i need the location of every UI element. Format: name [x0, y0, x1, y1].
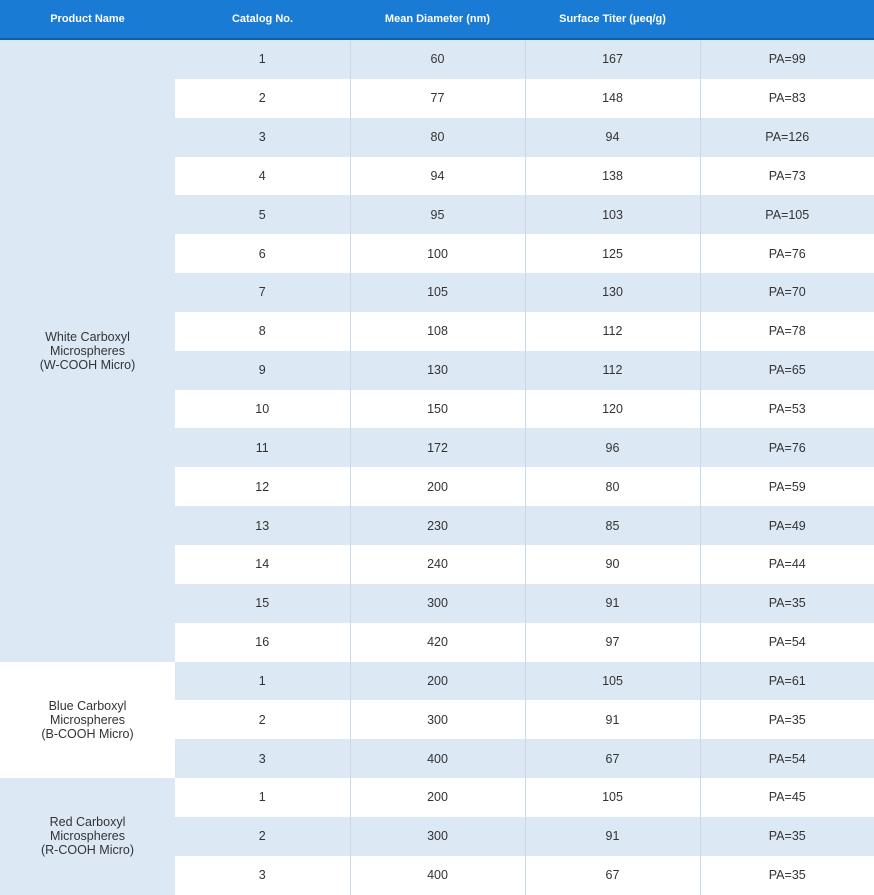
catalog-no-cell: 1 — [175, 662, 350, 701]
mean-diameter-cell: 420 — [350, 623, 525, 662]
surface-titer-cell: 148 — [525, 79, 700, 118]
catalog-no-cell: 3 — [175, 118, 350, 157]
catalog-no-cell: 16 — [175, 623, 350, 662]
surface-titer-cell: 91 — [525, 584, 700, 623]
catalog-no-cell: 2 — [175, 817, 350, 856]
surface-titer-cell: 67 — [525, 856, 700, 895]
table-row — [0, 39, 874, 79]
mean-diameter-cell: 400 — [350, 856, 525, 895]
mean-diameter-cell: 95 — [350, 195, 525, 234]
catalog-no-cell: 7 — [175, 273, 350, 312]
pa-value-cell: PA=35 — [700, 584, 874, 623]
header-row — [0, 0, 874, 39]
pa-value-cell: PA=45 — [700, 778, 874, 817]
mean-diameter-cell: 94 — [350, 157, 525, 196]
mean-diameter-cell: 300 — [350, 584, 525, 623]
product-name-line: Microspheres — [49, 343, 126, 358]
surface-titer-cell: 97 — [525, 623, 700, 662]
table-body — [0, 39, 874, 895]
pa-value-cell: PA=70 — [700, 273, 874, 312]
catalog-no-cell: 6 — [175, 234, 350, 273]
catalog-no-cell: 1 — [175, 778, 350, 817]
catalog-no-cell: 10 — [175, 390, 350, 429]
pa-value-cell: PA=35 — [700, 700, 874, 739]
pa-value-cell: PA=54 — [700, 623, 874, 662]
mean-diameter-cell: 230 — [350, 506, 525, 545]
catalog-no-cell: 14 — [175, 545, 350, 584]
catalog-no-cell: 5 — [175, 195, 350, 234]
mean-diameter-cell: 80 — [350, 118, 525, 157]
catalog-no-cell: 8 — [175, 312, 350, 351]
product-name-cell — [0, 39, 175, 662]
mean-diameter-cell: 200 — [350, 778, 525, 817]
product-name-line: (B-COOH Micro) — [41, 726, 134, 741]
mean-diameter-cell: 240 — [350, 545, 525, 584]
catalog-no-cell: 11 — [175, 428, 350, 467]
pa-value-cell: PA=99 — [700, 39, 874, 79]
product-name-line: (W-COOH Micro) — [39, 357, 136, 372]
catalog-no-cell: 9 — [175, 351, 350, 390]
catalog-no-cell: 2 — [175, 79, 350, 118]
mean-diameter-cell: 100 — [350, 234, 525, 273]
surface-titer-cell: 90 — [525, 545, 700, 584]
surface-titer-cell: 94 — [525, 118, 700, 157]
header-mean-diameter: Mean Diameter (nm) — [350, 0, 525, 39]
mean-diameter-cell: 77 — [350, 79, 525, 118]
pa-value-cell: PA=49 — [700, 506, 874, 545]
catalog-no-cell: 13 — [175, 506, 350, 545]
mean-diameter-cell: 200 — [350, 467, 525, 506]
surface-titer-cell: 91 — [525, 817, 700, 856]
catalog-no-cell: 1 — [175, 39, 350, 79]
surface-titer-cell: 105 — [525, 662, 700, 701]
header-surface-titer: Surface Titer (μeq/g) — [525, 0, 700, 39]
product-name-cell — [0, 778, 175, 895]
header-catalog-no: Catalog No. — [175, 0, 350, 39]
mean-diameter-cell: 400 — [350, 739, 525, 778]
pa-value-cell: PA=78 — [700, 312, 874, 351]
pa-value-cell: PA=54 — [700, 739, 874, 778]
pa-value-cell: PA=105 — [700, 195, 874, 234]
catalog-no-cell: 4 — [175, 157, 350, 196]
mean-diameter-cell: 172 — [350, 428, 525, 467]
product-name-line: Microspheres — [49, 712, 126, 727]
surface-titer-cell: 112 — [525, 351, 700, 390]
pa-value-cell: PA=83 — [700, 79, 874, 118]
pa-value-cell: PA=35 — [700, 856, 874, 895]
catalog-no-cell: 3 — [175, 856, 350, 895]
surface-titer-cell: 67 — [525, 739, 700, 778]
table-row — [0, 662, 874, 701]
surface-titer-cell: 96 — [525, 428, 700, 467]
catalog-no-cell: 2 — [175, 700, 350, 739]
pa-value-cell: PA=73 — [700, 157, 874, 196]
surface-titer-cell: 125 — [525, 234, 700, 273]
pa-value-cell: PA=76 — [700, 234, 874, 273]
header-product-name: Product Name — [0, 0, 175, 39]
mean-diameter-cell: 200 — [350, 662, 525, 701]
surface-titer-cell: 138 — [525, 157, 700, 196]
surface-titer-cell: 91 — [525, 700, 700, 739]
pa-value-cell: PA=65 — [700, 351, 874, 390]
surface-titer-cell: 112 — [525, 312, 700, 351]
mean-diameter-cell: 105 — [350, 273, 525, 312]
pa-value-cell: PA=59 — [700, 467, 874, 506]
surface-titer-cell: 80 — [525, 467, 700, 506]
surface-titer-cell: 105 — [525, 778, 700, 817]
mean-diameter-cell: 130 — [350, 351, 525, 390]
pa-value-cell: PA=126 — [700, 118, 874, 157]
mean-diameter-cell: 60 — [350, 39, 525, 79]
product-name-line: Blue Carboxyl — [48, 698, 127, 713]
product-name-line: Microspheres — [49, 829, 126, 844]
mean-diameter-cell: 300 — [350, 700, 525, 739]
table-row — [0, 778, 874, 817]
pa-value-cell: PA=53 — [700, 390, 874, 429]
catalog-no-cell: 12 — [175, 467, 350, 506]
surface-titer-cell: 130 — [525, 273, 700, 312]
surface-titer-cell: 167 — [525, 39, 700, 79]
surface-titer-cell: 85 — [525, 506, 700, 545]
pa-value-cell: PA=61 — [700, 662, 874, 701]
product-name-line: Red Carboxyl — [49, 815, 126, 830]
pa-value-cell: PA=44 — [700, 545, 874, 584]
surface-titer-cell: 103 — [525, 195, 700, 234]
mean-diameter-cell: 108 — [350, 312, 525, 351]
mean-diameter-cell: 150 — [350, 390, 525, 429]
surface-titer-cell: 120 — [525, 390, 700, 429]
header-extra — [700, 0, 874, 39]
mean-diameter-cell: 300 — [350, 817, 525, 856]
product-name-cell — [0, 662, 175, 779]
pa-value-cell: PA=35 — [700, 817, 874, 856]
catalog-no-cell: 15 — [175, 584, 350, 623]
pa-value-cell: PA=76 — [700, 428, 874, 467]
product-name-line: White Carboxyl — [45, 329, 130, 344]
product-name-line: (R-COOH Micro) — [40, 843, 135, 858]
catalog-no-cell: 3 — [175, 739, 350, 778]
